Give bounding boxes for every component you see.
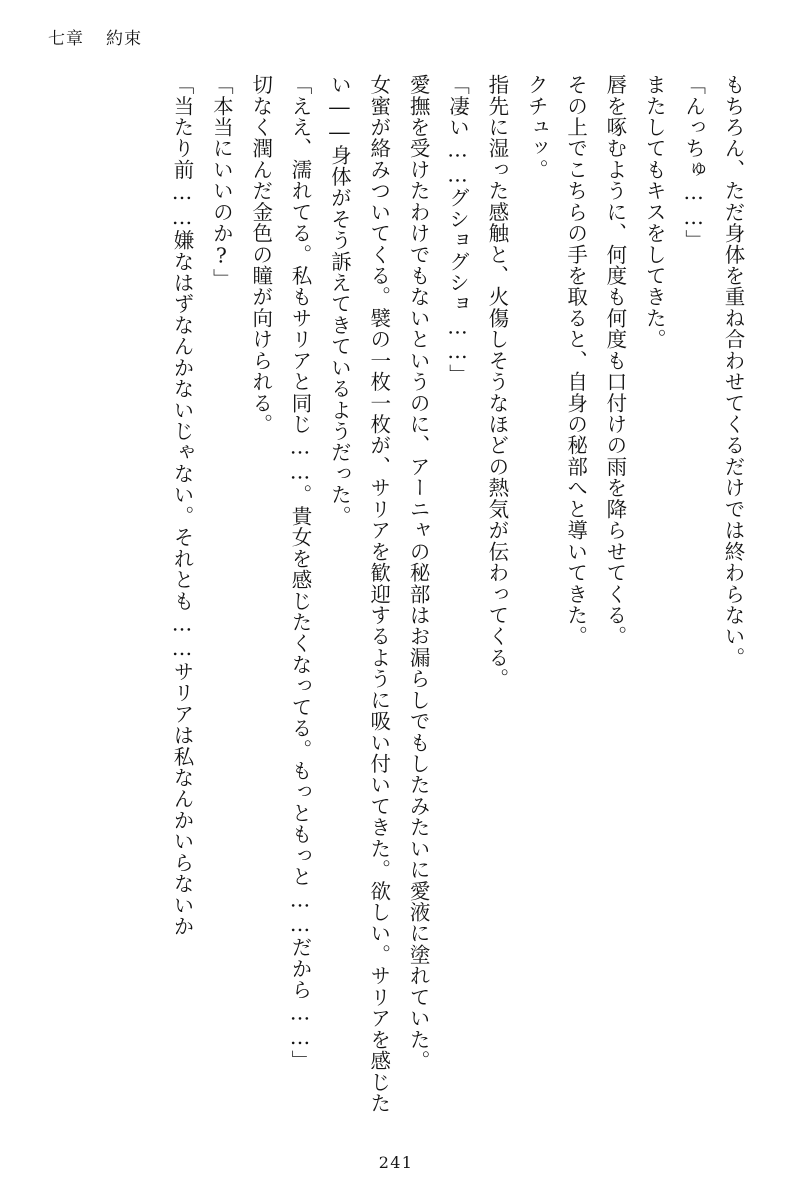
paragraph: 「凄い……グショグショ……」 (445, 74, 470, 386)
paragraph: 「当たり前……嫌なはずなんかないじゃない。それとも……サリアは私なんかいらないか (169, 74, 194, 937)
paragraph: 「本当にいいのか?」 (209, 74, 234, 290)
paragraph: 切なく潤んだ金色の瞳が向けられる。 (248, 74, 273, 435)
paragraph: クチュッ。 (524, 74, 549, 181)
paragraph: 「ええ、濡れてる。私もサリアと同じ……。貴女を感じたくなってる。もっともっと……だから……」 (288, 74, 313, 1072)
chapter-title: 約束 (106, 29, 143, 49)
paragraph: 愛撫を受けたわけでもないというのに、アーニャの秘部はお漏らしでもしたみたいに愛液に塗れていた。 (406, 74, 431, 1072)
paragraph: 女蜜が絡みついてくる。襞の一枚一枚が、サリアを歓迎するように吸い付いてきた。欲しい。サリアを感じたい――身体がそう訴えてきているようだった。 (327, 74, 391, 1114)
paragraph: 指先に湿った感触と、火傷しそうなほどの熱気が伝わってくる。 (484, 74, 509, 690)
body-text-vertical (40, 74, 752, 1134)
page-header (48, 24, 142, 49)
paragraph: 唇を啄むように、何度も何度も口付けの雨を降らせてくる。 (602, 74, 627, 647)
paragraph: もちろん、ただ身体を重ね合わせてくるだけでは終わらない。 (721, 74, 745, 669)
paragraph: またしてもキスをしてきた。 (642, 74, 667, 350)
chapter-number: 七章 (48, 29, 85, 49)
paragraph: その上でこちらの手を取ると、自身の秘部へと導いてきた。 (563, 74, 588, 647)
page-number: 241 (378, 1153, 414, 1172)
paragraph: 「んっちゅ……」 (681, 74, 706, 251)
